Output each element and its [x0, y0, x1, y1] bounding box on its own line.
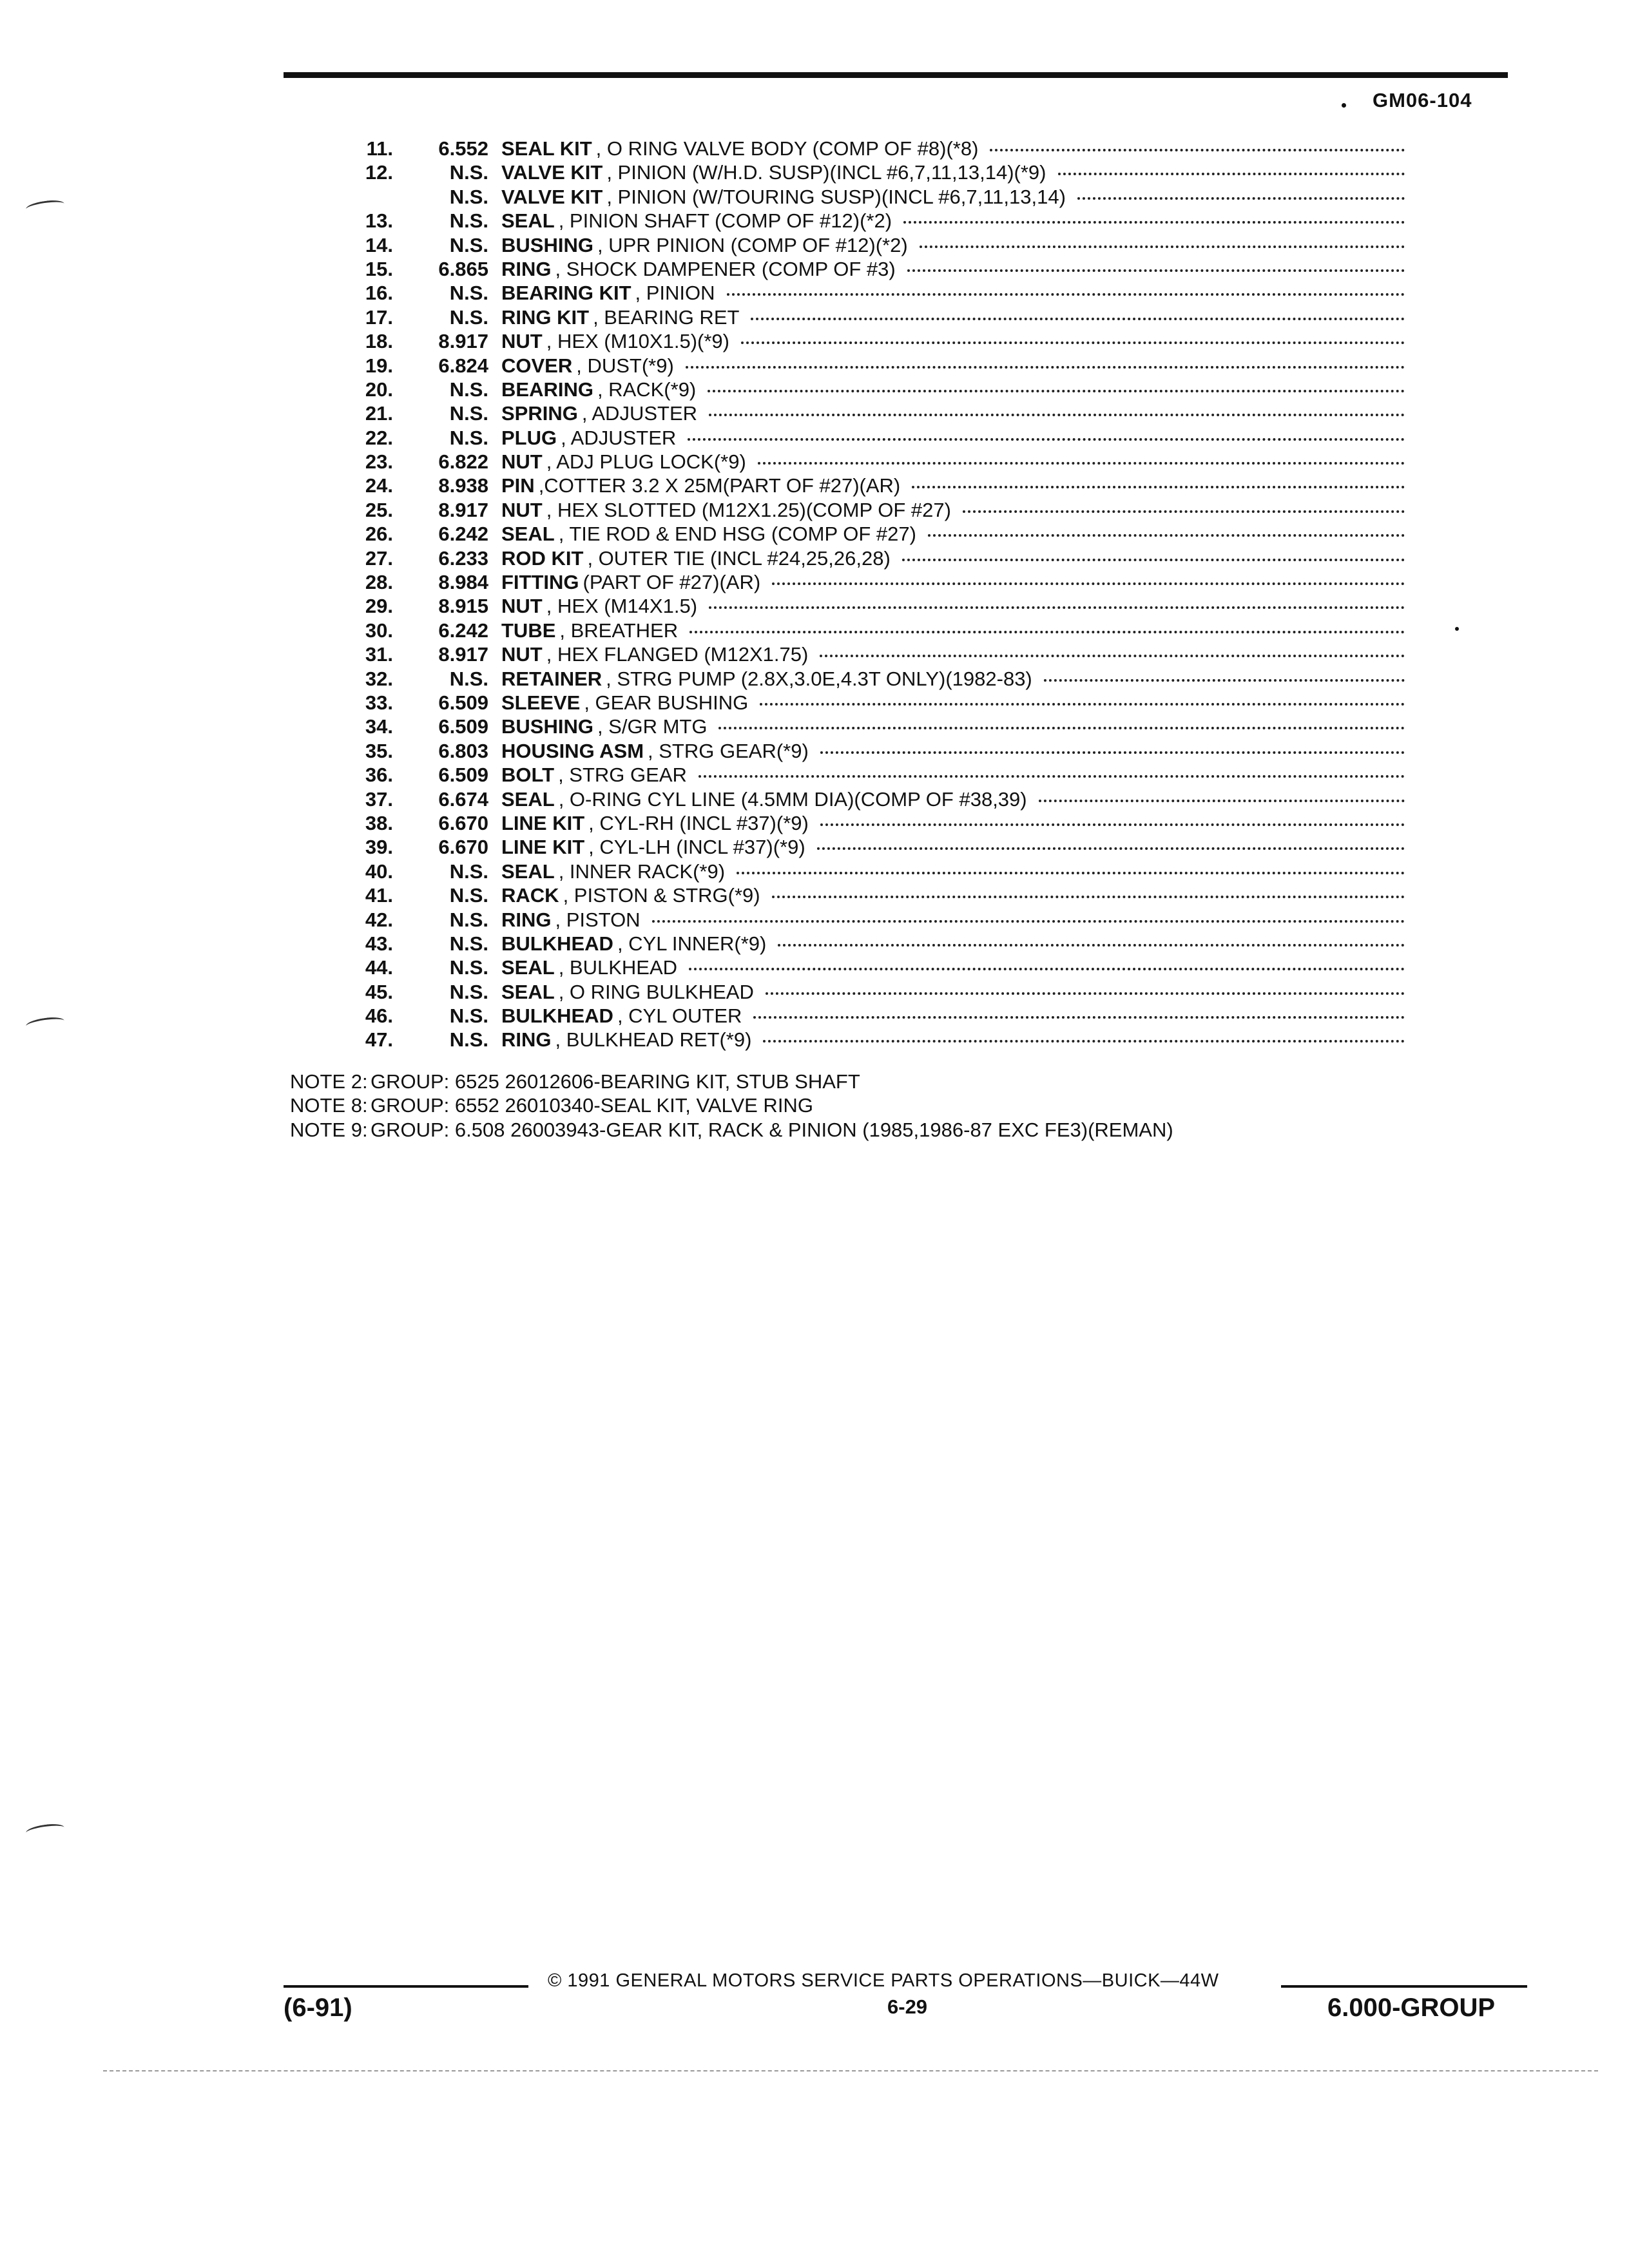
part-detail: , O RING BULKHEAD — [558, 980, 754, 1003]
group-code: N.S. — [449, 860, 488, 883]
part-name: SEAL — [501, 956, 555, 979]
part-description — [501, 715, 1405, 738]
group-code: 6.824 — [438, 354, 488, 377]
part-detail: , PINION (W/H.D. SUSP)(INCL #6,7,11,13,14)(*9) — [606, 161, 1046, 184]
part-name: SEAL — [501, 860, 555, 883]
group-code: 6.509 — [438, 764, 488, 787]
group-code: 8.915 — [438, 595, 488, 618]
part-detail: , PISTON & STRG(*9) — [563, 884, 760, 907]
part-number: 47. — [365, 1028, 393, 1052]
part-row — [309, 137, 1405, 160]
part-detail: , CYL-RH (INCL #37)(*9) — [588, 811, 809, 834]
part-detail: , DUST(*9) — [576, 354, 674, 377]
note-line — [290, 1070, 1385, 1093]
part-description — [501, 233, 1405, 257]
dot-leader — [772, 582, 1405, 585]
note-line — [290, 1093, 1385, 1117]
dot-leader — [689, 631, 1405, 633]
part-description — [501, 474, 1405, 497]
part-number: 24. — [365, 474, 393, 497]
part-description — [501, 691, 1405, 715]
group-code: 6.670 — [438, 811, 488, 834]
part-name: NUT — [501, 595, 543, 618]
group-code: 6.670 — [438, 836, 488, 859]
part-description — [501, 956, 1405, 979]
part-row — [309, 305, 1405, 329]
part-description — [501, 932, 1405, 956]
dot-leader — [688, 438, 1405, 441]
part-name: RING — [501, 257, 552, 280]
part-name: BOLT — [501, 764, 555, 787]
dot-leader — [912, 486, 1405, 488]
part-detail: , RACK(*9) — [597, 378, 697, 401]
dot-leader — [708, 390, 1405, 392]
part-detail: (PART OF #27)(AR) — [583, 571, 761, 594]
part-row — [309, 908, 1405, 932]
part-description — [501, 1004, 1405, 1028]
part-number: 32. — [365, 667, 393, 690]
part-description — [501, 160, 1405, 184]
dot-leader — [817, 847, 1405, 850]
part-number: 23. — [365, 450, 393, 474]
part-name: BULKHEAD — [501, 1004, 613, 1028]
dot-leader — [760, 703, 1405, 706]
dot-leader — [709, 414, 1405, 416]
part-row — [309, 570, 1405, 594]
part-row — [309, 860, 1405, 883]
part-name: PLUG — [501, 426, 557, 449]
dot-leader — [766, 992, 1405, 995]
punch-hole-mark — [25, 1822, 65, 1838]
group-code: 6.822 — [438, 450, 488, 474]
part-name: COVER — [501, 354, 573, 377]
part-number: 22. — [365, 426, 393, 449]
part-row — [309, 209, 1405, 233]
part-description — [501, 835, 1405, 859]
part-detail: , UPR PINION (COMP OF #12)(*2) — [597, 233, 908, 256]
part-number: 27. — [365, 546, 393, 570]
part-detail: , BEARING RET — [593, 305, 740, 329]
part-row — [309, 642, 1405, 666]
part-row — [309, 329, 1405, 353]
part-number: 21. — [365, 402, 393, 425]
group-code: N.S. — [449, 209, 488, 233]
part-row — [309, 667, 1405, 691]
note-label: NOTE 2: — [290, 1070, 368, 1093]
part-row — [309, 546, 1405, 570]
dot-leader — [820, 823, 1405, 826]
part-description — [501, 137, 1405, 160]
notes-section — [290, 1070, 1385, 1142]
part-description — [501, 329, 1405, 353]
group-code: N.S. — [449, 1004, 488, 1028]
part-name: BEARING KIT — [501, 282, 631, 305]
group-code: N.S. — [449, 956, 488, 979]
dot-leader — [963, 510, 1405, 513]
group-code: 8.938 — [438, 474, 488, 497]
group-code: 6.509 — [438, 691, 488, 714]
part-name: BUSHING — [501, 233, 593, 256]
part-number: 11. — [366, 137, 393, 160]
part-description — [501, 305, 1405, 329]
part-number: 33. — [365, 691, 393, 714]
part-detail: , OUTER TIE (INCL #24,25,26,28) — [587, 546, 891, 570]
parts-list — [309, 137, 1405, 1052]
part-detail: , INNER RACK(*9) — [558, 860, 726, 883]
part-description — [501, 570, 1405, 594]
part-detail: , PINION — [635, 282, 715, 305]
part-name: TUBE — [501, 619, 556, 642]
part-detail: , STRG PUMP (2.8X,3.0E,4.3T ONLY)(1982-83) — [606, 667, 1032, 690]
dot-leader — [737, 872, 1405, 874]
part-detail: , HEX SLOTTED (M12X1.25)(COMP OF #27) — [546, 498, 951, 521]
part-name: BULKHEAD — [501, 932, 613, 955]
group-code: N.S. — [449, 1028, 488, 1052]
part-detail: , CYL-LH (INCL #37)(*9) — [588, 836, 805, 859]
ink-speck — [1455, 627, 1459, 631]
part-description — [501, 763, 1405, 787]
part-detail: , STRG GEAR(*9) — [648, 739, 809, 762]
footer-group-label: 6.000-GROUP — [1327, 1994, 1496, 2022]
part-description — [501, 450, 1405, 474]
part-description — [501, 1028, 1405, 1052]
part-number: 38. — [365, 811, 393, 834]
part-detail: , CYL OUTER — [617, 1004, 742, 1028]
dot-leader — [689, 968, 1405, 970]
part-row — [309, 185, 1405, 209]
part-detail: , CYL INNER(*9) — [617, 932, 767, 955]
part-number: 12. — [365, 161, 393, 184]
part-description — [501, 546, 1405, 570]
part-description — [501, 908, 1405, 932]
punch-hole-mark — [25, 1015, 65, 1032]
part-detail: , PINION (W/TOURING SUSP)(INCL #6,7,11,13,14) — [606, 185, 1066, 208]
part-description — [501, 860, 1405, 883]
part-description — [501, 642, 1405, 666]
part-row — [309, 522, 1405, 546]
group-code: N.S. — [449, 426, 488, 449]
part-description — [501, 401, 1405, 425]
dot-leader — [772, 896, 1405, 898]
part-number: 44. — [365, 956, 393, 979]
part-detail: , ADJUSTER — [581, 402, 698, 425]
part-row — [309, 401, 1405, 425]
part-detail: , HEX (M14X1.5) — [546, 595, 698, 618]
group-code: N.S. — [449, 185, 488, 208]
part-description — [501, 354, 1405, 378]
group-code: N.S. — [449, 932, 488, 955]
group-code: 8.917 — [438, 330, 488, 353]
group-code: 8.984 — [438, 571, 488, 594]
part-detail: , GEAR BUSHING — [584, 691, 749, 714]
part-detail: , HEX (M10X1.5)(*9) — [546, 330, 729, 353]
part-name: SEAL — [501, 523, 555, 546]
part-row — [309, 426, 1405, 450]
part-description — [501, 185, 1405, 209]
group-code: 6.865 — [438, 257, 488, 280]
group-code: 6.509 — [438, 715, 488, 738]
part-number: 36. — [365, 764, 393, 787]
part-detail: , SHOCK DAMPENER (COMP OF #3) — [555, 257, 896, 280]
part-row — [309, 474, 1405, 497]
part-name: SLEEVE — [501, 691, 581, 714]
part-description — [501, 883, 1405, 907]
part-detail: , PISTON — [555, 908, 641, 931]
dot-leader — [990, 149, 1405, 151]
part-row — [309, 739, 1405, 763]
top-rule — [284, 72, 1508, 78]
part-description — [501, 281, 1405, 305]
part-row — [309, 378, 1405, 401]
part-description — [501, 619, 1405, 642]
footer-copyright: © 1991 GENERAL MOTORS SERVICE PARTS OPERATIONS—BUICK—44W — [548, 1970, 1219, 1991]
part-name: PIN — [501, 474, 535, 497]
footer-rule-right — [1281, 1985, 1527, 1988]
part-name: RETAINER — [501, 667, 602, 690]
part-row — [309, 715, 1405, 738]
part-description — [501, 426, 1405, 450]
part-row — [309, 763, 1405, 787]
part-description — [501, 980, 1405, 1004]
part-detail: , PINION SHAFT (COMP OF #12)(*2) — [558, 209, 892, 233]
group-code: N.S. — [449, 908, 488, 931]
part-number: 34. — [365, 715, 393, 738]
part-name: RACK — [501, 884, 559, 907]
note-text: GROUP: 6525 26012606-BEARING KIT, STUB SHAFT — [371, 1070, 860, 1093]
part-detail: , O RING VALVE BODY (COMP OF #8)(*8) — [595, 137, 979, 160]
dot-leader — [753, 1016, 1405, 1019]
part-row — [309, 691, 1405, 715]
part-name: VALVE KIT — [501, 161, 603, 184]
part-name: BEARING — [501, 378, 593, 401]
part-number: 14. — [365, 233, 393, 256]
part-name: SEAL — [501, 209, 555, 233]
part-description — [501, 257, 1405, 281]
punch-hole-mark — [25, 198, 65, 215]
part-name: FITTING — [501, 571, 579, 594]
document-code: GM06-104 — [1373, 89, 1472, 111]
part-row — [309, 835, 1405, 859]
group-code: 6.552 — [438, 137, 488, 160]
group-code: N.S. — [449, 378, 488, 401]
part-row — [309, 354, 1405, 378]
part-name: SEAL — [501, 980, 555, 1003]
dot-leader — [1058, 173, 1405, 175]
part-row — [309, 1028, 1405, 1052]
part-row — [309, 450, 1405, 474]
part-description — [501, 667, 1405, 691]
dot-leader — [907, 269, 1405, 272]
part-name: NUT — [501, 450, 543, 474]
note-text: GROUP: 6.508 26003943-GEAR KIT, RACK & PINION (1985,1986-87 EXC FE3)(REMAN) — [371, 1118, 1173, 1141]
part-name: ROD KIT — [501, 546, 584, 570]
group-code: N.S. — [449, 233, 488, 256]
part-name: RING — [501, 1028, 552, 1052]
part-number: 15. — [365, 257, 393, 280]
group-code: N.S. — [449, 402, 488, 425]
part-name: SEAL KIT — [501, 137, 592, 160]
part-row — [309, 1004, 1405, 1028]
dot-leader — [778, 944, 1405, 947]
part-description — [501, 498, 1405, 522]
dot-leader — [1044, 679, 1405, 682]
part-description — [501, 522, 1405, 546]
part-number: 42. — [365, 908, 393, 931]
part-detail: , STRG GEAR — [558, 764, 687, 787]
part-number: 43. — [365, 932, 393, 955]
part-number: 26. — [365, 523, 393, 546]
part-name: NUT — [501, 330, 543, 353]
part-row — [309, 257, 1405, 281]
part-number: 18. — [365, 330, 393, 353]
note-line — [290, 1118, 1385, 1142]
part-name: NUT — [501, 498, 543, 521]
part-number: 20. — [365, 378, 393, 401]
bottom-rule — [103, 2070, 1598, 2071]
part-detail: , BULKHEAD RET(*9) — [555, 1028, 752, 1052]
note-label: NOTE 9: — [290, 1118, 368, 1141]
part-row — [309, 160, 1405, 184]
note-label: NOTE 8: — [290, 1094, 368, 1117]
part-number: 40. — [365, 860, 393, 883]
part-row — [309, 619, 1405, 642]
part-description — [501, 739, 1405, 763]
dot-leader — [820, 655, 1405, 657]
part-detail: , S/GR MTG — [597, 715, 708, 738]
part-number: 41. — [365, 884, 393, 907]
part-number: 46. — [365, 1004, 393, 1028]
part-row — [309, 883, 1405, 907]
dot-leader — [652, 920, 1405, 923]
part-name: SPRING — [501, 402, 578, 425]
group-code: 6.674 — [438, 787, 488, 811]
part-description — [501, 209, 1405, 233]
part-number: 29. — [365, 595, 393, 618]
part-detail: , ADJ PLUG LOCK(*9) — [546, 450, 746, 474]
dot-leader — [903, 221, 1405, 224]
part-detail: , HEX FLANGED (M12X1.75) — [546, 643, 809, 666]
dot-leader — [763, 1040, 1405, 1043]
dot-leader — [920, 245, 1405, 248]
part-number: 13. — [365, 209, 393, 233]
group-code: 8.917 — [438, 643, 488, 666]
note-text: GROUP: 6552 26010340-SEAL KIT, VALVE RING — [371, 1094, 813, 1117]
part-name: BUSHING — [501, 715, 593, 738]
dot-leader — [928, 534, 1405, 537]
dot-leader — [686, 366, 1405, 369]
part-row — [309, 956, 1405, 979]
part-detail: , ADJUSTER — [561, 426, 677, 449]
dot-leader — [727, 293, 1405, 296]
group-code: N.S. — [449, 884, 488, 907]
part-name: SEAL — [501, 787, 555, 811]
part-number: 37. — [365, 787, 393, 811]
part-row — [309, 932, 1405, 956]
dot-leader — [751, 318, 1405, 320]
dot-leader — [1077, 197, 1405, 200]
footer-rule-left — [284, 1985, 528, 1988]
dot-leader — [709, 606, 1405, 609]
part-name: RING KIT — [501, 305, 590, 329]
group-code: 6.233 — [438, 546, 488, 570]
part-detail: , BULKHEAD — [558, 956, 678, 979]
group-code: 8.917 — [438, 498, 488, 521]
footer-date-code: (6-91) — [284, 1994, 352, 2022]
group-code: N.S. — [449, 305, 488, 329]
part-number: 45. — [365, 980, 393, 1003]
dot-leader — [902, 559, 1405, 561]
part-detail: , O-RING CYL LINE (4.5MM DIA)(COMP OF #38,39) — [558, 787, 1027, 811]
group-code: 6.803 — [438, 739, 488, 762]
part-row — [309, 233, 1405, 257]
part-name: RING — [501, 908, 552, 931]
part-number: 16. — [365, 282, 393, 305]
dot-leader — [741, 341, 1405, 344]
part-description — [501, 378, 1405, 401]
part-number: 17. — [365, 305, 393, 329]
part-row — [309, 498, 1405, 522]
dot-leader — [718, 727, 1405, 729]
part-row — [309, 281, 1405, 305]
dot-leader — [699, 775, 1405, 778]
part-detail: , BREATHER — [559, 619, 679, 642]
part-row — [309, 980, 1405, 1004]
group-code: N.S. — [449, 667, 488, 690]
part-description — [501, 594, 1405, 618]
ink-speck — [1342, 103, 1346, 108]
dot-leader — [1039, 800, 1405, 802]
part-name: NUT — [501, 643, 543, 666]
part-detail: , TIE ROD & END HSG (COMP OF #27) — [558, 523, 916, 546]
part-row — [309, 787, 1405, 811]
group-code: 6.242 — [438, 619, 488, 642]
part-number: 30. — [365, 619, 393, 642]
part-number: 39. — [365, 836, 393, 859]
part-name: LINE KIT — [501, 811, 585, 834]
group-code: 6.242 — [438, 523, 488, 546]
part-number: 25. — [365, 498, 393, 521]
part-description — [501, 787, 1405, 811]
part-description — [501, 811, 1405, 835]
dot-leader — [758, 462, 1405, 465]
dot-leader — [820, 751, 1405, 754]
part-number: 19. — [365, 354, 393, 377]
part-name: LINE KIT — [501, 836, 585, 859]
footer-page-number: 6-29 — [887, 1995, 928, 2018]
group-code: N.S. — [449, 282, 488, 305]
part-number: 35. — [365, 739, 393, 762]
part-row — [309, 594, 1405, 618]
group-code: N.S. — [449, 980, 488, 1003]
part-name: HOUSING ASM — [501, 739, 644, 762]
group-code: N.S. — [449, 161, 488, 184]
part-number: 31. — [365, 643, 393, 666]
part-number: 28. — [365, 571, 393, 594]
part-row — [309, 811, 1405, 835]
part-name: VALVE KIT — [501, 185, 603, 208]
part-detail: ,COTTER 3.2 X 25M(PART OF #27)(AR) — [538, 474, 901, 497]
